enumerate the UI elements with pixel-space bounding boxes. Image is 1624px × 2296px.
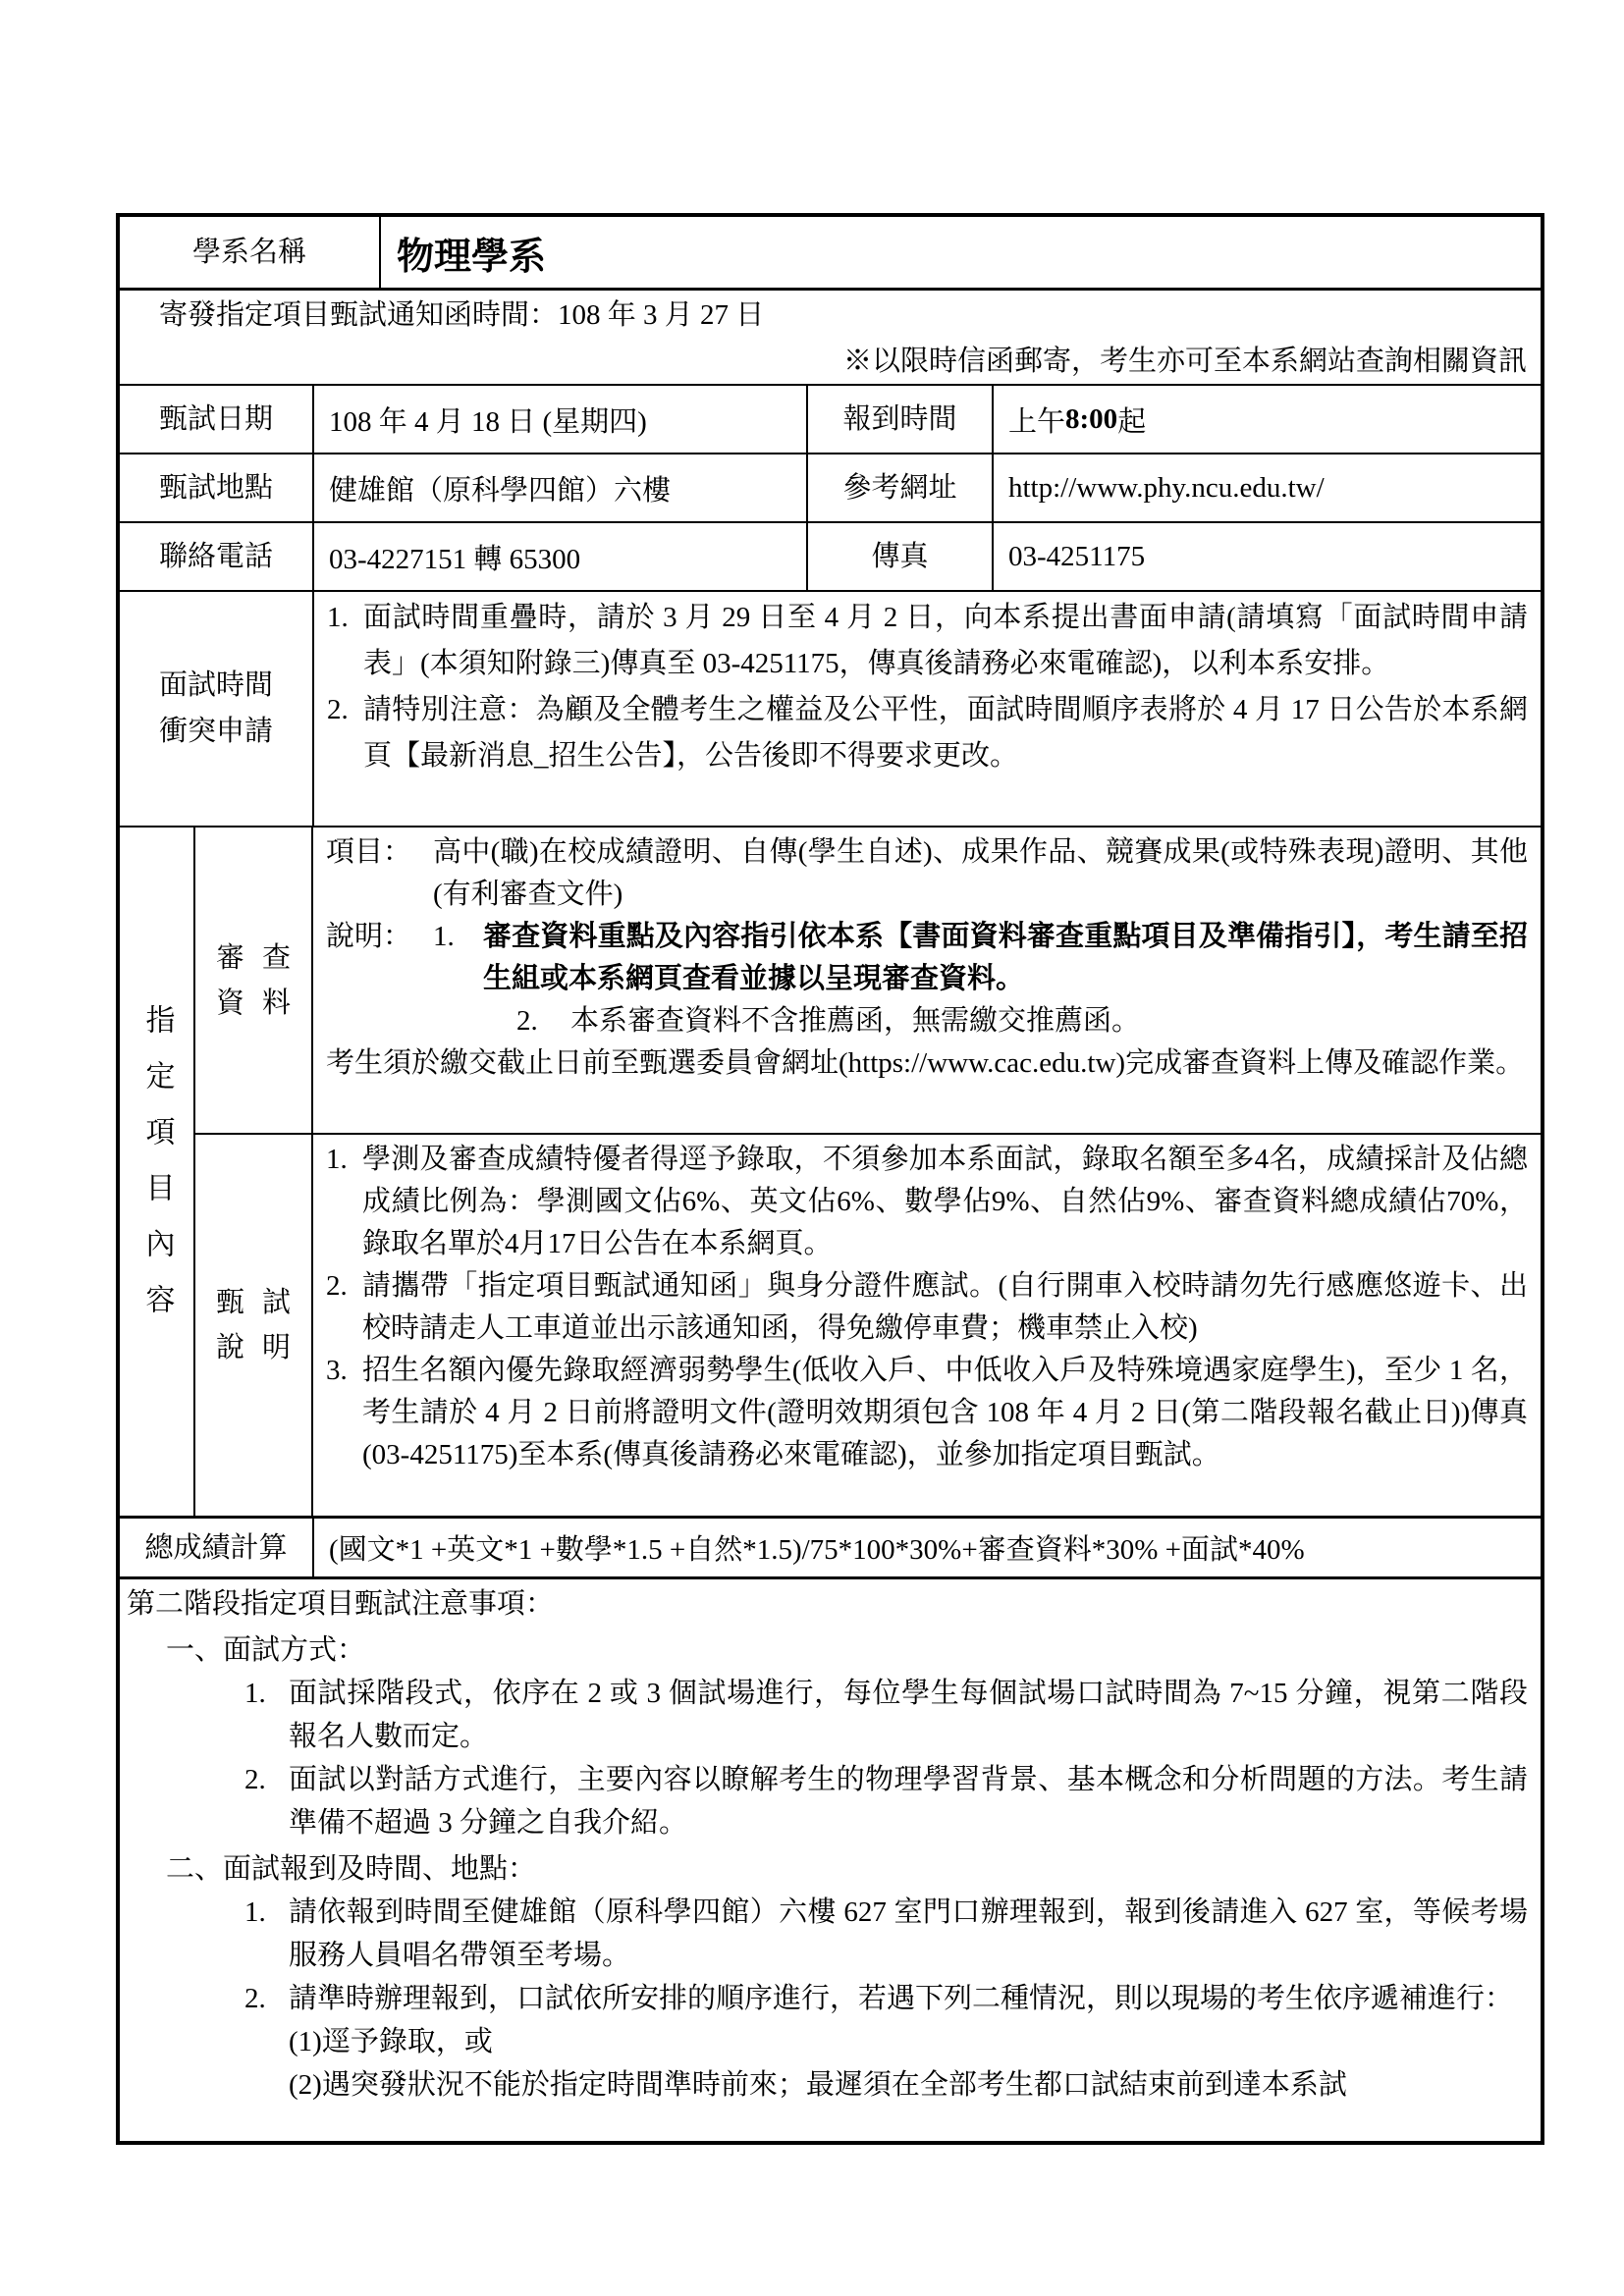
fax-label: 傳真 <box>808 523 994 590</box>
mail-notice-line2: ※以限時信函郵寄，考生亦可至本系網站查詢相關資訊 <box>842 346 1527 377</box>
exam-notes-item-1-text: 學測及審查成績特優者得逕予錄取，不須參加本系面試，錄取名額至多4名，成績採計及佔總成績比例為：學測國文佔6%、英文佔6%、數學佔9%、自然佔9%、審查資料總成績佔70%，錄取名單於4月17日公告在本系網頁。 <box>362 1144 1528 1259</box>
review-label-line1: 審查 <box>216 941 291 974</box>
conflict-row <box>120 590 1541 826</box>
notes-s1-item-2-num: 2. <box>244 1764 266 1795</box>
notes-title: 第二階段指定項目甄試注意事項： <box>127 1588 555 1620</box>
designated-group-label: 指定項目內容 <box>140 1003 174 1340</box>
exam-notes-item-3-text: 招生名額內優先錄取經濟弱勢學生(低收入戶、中低收入戶及特殊境遇家庭學生)，至少 1 名，考生請於 4 月 2 日前將證明文件(證明效期須包含 108 年 4 月 2 日(第二階段報名截止日))傳真(03-4251175)至本系(傳真後請務必來電確認)，並參加指定項目甄試。 <box>362 1355 1528 1470</box>
exam-notes-item-3-num: 3. <box>326 1355 348 1386</box>
review-row <box>195 828 1541 1133</box>
notes-s1-item-1-text: 面試採階段式，依序在 2 或 3 個試場進行，每位學生每個試場口試時間為 7~15 分鐘，視第二階段報名人數而定。 <box>289 1678 1528 1752</box>
review-footer: 考生須於繳交截止日前至甄選委員會網址(https://www.cac.edu.tw)完成審查資料上傳及確認作業。 <box>326 1047 1525 1079</box>
review-label-line2: 資料 <box>216 987 291 1019</box>
exam-date-value: 108 年 4 月 18 日 (星期四) <box>314 386 808 453</box>
checkin-time-label: 報到時間 <box>808 386 994 453</box>
exam-notes-label <box>195 1135 313 1516</box>
exam-notes-label-line2: 說明 <box>216 1332 291 1363</box>
checkin-time: 8:00 <box>1065 402 1118 435</box>
notes-s2-item-2-num: 2. <box>244 1983 266 2014</box>
exam-notes-row <box>195 1133 1541 1516</box>
designated-group-body <box>195 828 1541 1516</box>
phone-row <box>120 521 1541 590</box>
checkin-time-value <box>994 386 1541 453</box>
review-desc-item-1-text: 審查資料重點及內容指引依本系【書面資料審查重點項目及準備指引】，考生請至招生組或本系網頁查看並據以呈現審查資料。 <box>483 921 1528 994</box>
total-score-label: 總成績計算 <box>120 1519 314 1576</box>
dept-row <box>120 217 1541 288</box>
exam-notes-item-1 <box>326 1139 1528 1265</box>
conflict-label-line1: 面試時間 <box>158 669 273 701</box>
admission-notice-table <box>116 213 1544 2145</box>
review-desc-item-1 <box>433 916 1528 1000</box>
notes-s2-item-1 <box>244 1891 1528 1977</box>
designated-items-group <box>120 826 1541 1516</box>
review-desc-item-1-num: 1. <box>433 921 455 952</box>
exam-notes-content <box>313 1135 1541 1516</box>
mail-notice-line1: 寄發指定項目甄試通知函時間：108 年 3 月 27 日 <box>159 299 765 331</box>
exam-date-row <box>120 384 1541 453</box>
dept-name: 物理學系 <box>397 236 547 278</box>
review-items-label: 項目： <box>326 836 412 868</box>
notes-s2-item-2-sub2: (2)遇突發狀況不能於指定時間準時前來；最遲須在全部考生都口試結束前到達本系試 <box>289 2069 1347 2101</box>
phone-value: 03-4227151 轉 65300 <box>314 523 808 590</box>
notes-s1-item-1-num: 1. <box>244 1678 266 1709</box>
designated-group-label-cell <box>120 828 195 1516</box>
conflict-item-2-text: 請特別注意：為顧及全體考生之權益及公平性，面試時間順序表將於 4 月 17 日公告於本系網頁【最新消息_招生公告】，公告後即不得要求更改。 <box>363 694 1528 772</box>
notes-s1-item-1 <box>244 1672 1528 1758</box>
conflict-item-1 <box>327 595 1528 687</box>
dept-label: 學系名稱 <box>120 217 381 288</box>
exam-notes-item-1-num: 1. <box>326 1144 348 1175</box>
exam-notes-item-2-text: 請攜帶「指定項目甄試通知函」與身分證件應試。(自行開車入校時請勿先行感應悠遊卡、出校時請走人工車道並出示該通知函，得免繳停車費；機車禁止入校) <box>362 1270 1528 1344</box>
checkin-suffix: 起 <box>1117 405 1147 438</box>
exam-notes-item-3 <box>326 1350 1528 1476</box>
review-desc-item-2 <box>516 1000 1528 1042</box>
notes-s2-item-1-text: 請依報到時間至健雄館（原科學四館）六樓 627 室門口辦理報到，報到後請進入 627 室，等候考場服務人員唱名帶領至考場。 <box>289 1896 1528 1971</box>
review-label <box>195 828 313 1133</box>
review-items-text: 高中(職)在校成績證明、自傳(學生自述)、成果作品、競賽成果(或特殊表現)證明、其他(有利審查文件) <box>433 836 1528 910</box>
exam-date-label: 甄試日期 <box>120 386 314 453</box>
checkin-prefix: 上午 <box>1008 405 1066 438</box>
notes-s2-item-2-block <box>289 1977 1528 2107</box>
conflict-label-line2: 衝突申請 <box>158 716 273 747</box>
total-score-formula: (國文*1 +英文*1 +數學*1.5 +自然*1.5)/75*100*30%+審查資料*30% +面試*40% <box>329 1534 1305 1566</box>
conflict-label <box>120 592 314 826</box>
exam-notes-item-2-num: 2. <box>326 1270 348 1302</box>
notes-section1-title: 一、面試方式： <box>166 1634 366 1666</box>
review-desc-label: 說明： <box>326 921 412 952</box>
conflict-content <box>314 592 1541 826</box>
notes-s2-item-2 <box>244 1977 1528 2107</box>
website-url: http://www.phy.ncu.edu.tw/ <box>1008 471 1325 504</box>
fax-value: 03-4251175 <box>1008 540 1146 572</box>
notes-s2-item-1-num: 1. <box>244 1896 266 1928</box>
conflict-item-2 <box>327 687 1528 779</box>
location-row <box>120 453 1541 521</box>
notes-section2-title: 二、面試報到及時間、地點： <box>166 1853 537 1885</box>
location-label: 甄試地點 <box>120 454 314 521</box>
total-score-row <box>120 1516 1541 1576</box>
location-value: 健雄館（原科學四館）六樓 <box>314 454 808 521</box>
mail-notice-row <box>120 288 1541 384</box>
notes-s1-item-2-text: 面試以對話方式進行，主要內容以瞭解考生的物理學習背景、基本概念和分析問題的方法。考生請準備不超過 3 分鐘之自我介紹。 <box>289 1764 1528 1839</box>
notes-s1-item-2 <box>244 1758 1528 1844</box>
review-items-line <box>326 831 1528 916</box>
website-label: 參考網址 <box>808 454 994 521</box>
review-desc-line <box>326 916 1528 1042</box>
review-desc-item-2-num: 2. <box>516 1005 538 1037</box>
review-desc-items <box>412 916 1528 1042</box>
notes-s2-item-2-text: 請準時辦理報到，口試依所安排的順序進行，若遇下列二種情況，則以現場的考生依序遞補進行： <box>289 1983 1514 2014</box>
review-desc-item-2-text: 本系審查資料不含推薦函，無需繳交推薦函。 <box>570 1005 1141 1037</box>
conflict-item-1-num: 1. <box>327 602 349 633</box>
review-content <box>313 828 1541 1133</box>
exam-notes-label-line1: 甄試 <box>216 1287 291 1318</box>
notes-section <box>120 1576 1541 2141</box>
phone-label: 聯絡電話 <box>120 523 314 590</box>
conflict-item-2-num: 2. <box>327 694 349 725</box>
notes-s2-item-2-sub1: (1)逕予錄取，或 <box>289 2026 493 2057</box>
exam-notes-item-2 <box>326 1265 1528 1350</box>
conflict-item-1-text: 面試時間重疊時，請於 3 月 29 日至 4 月 2 日，向本系提出書面申請(請填寫「面試時間申請表」(本須知附錄三)傳真至 03-4251175，傳真後請務必來電確認)，以利本系安排。 <box>363 602 1528 679</box>
